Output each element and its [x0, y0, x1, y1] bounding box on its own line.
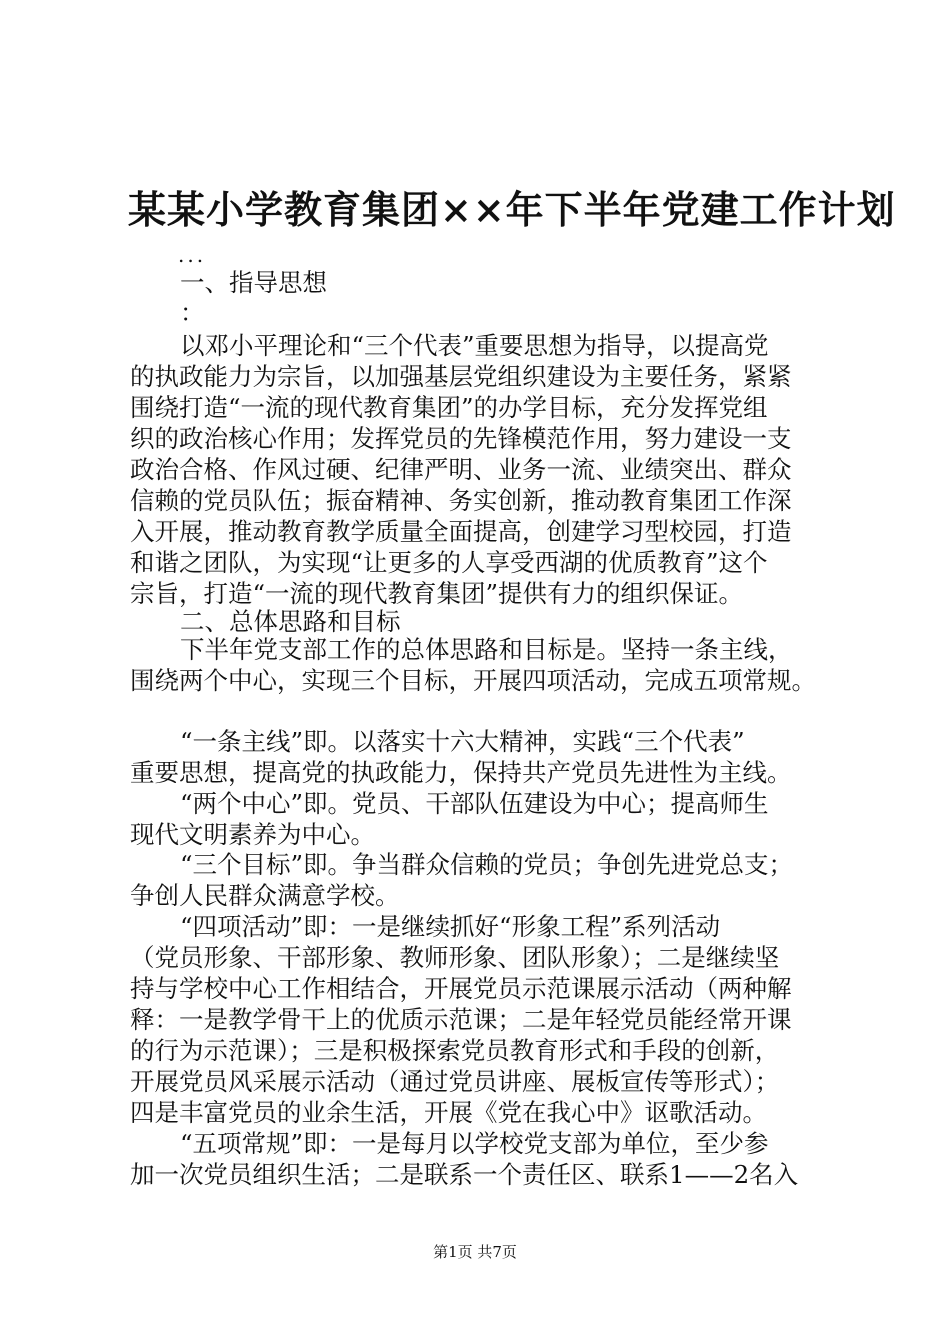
paragraph-line: 加一次党员组织生活；二是联系一个责任区、联系1——2名入 — [130, 1160, 799, 1189]
paragraph-line: 织的政治核心作用；发挥党员的先锋模范作用，努力建设一支 — [130, 424, 792, 453]
page-number-footer: 第1页 共7页 — [433, 1243, 517, 1261]
paragraph-line: 入开展，推动教育教学质量全面提高，创建学习型校园，打造 — [130, 517, 792, 546]
paragraph-line: 政治合格、作风过硬、纪律严明、业务一流、业绩突出、群众 — [130, 455, 792, 484]
paragraph-line: 持与学校中心工作相结合，开展党员示范课展示活动（两种解 — [130, 974, 792, 1003]
paragraph-line: 开展党员风采展示活动（通过党员讲座、展板宣传等形式）； — [130, 1067, 780, 1096]
paragraph-line: “四项活动”即：一是继续抓好“形象工程”系列活动 — [180, 912, 721, 941]
paragraph-line: 宗旨，打造“一流的现代教育集团”提供有力的组织保证。 — [130, 579, 744, 608]
paragraph-line: 下半年党支部工作的总体思路和目标是。坚持一条主线， — [180, 635, 793, 664]
ellipsis-text: ... — [178, 243, 207, 267]
paragraph-line: “三个目标”即。争当群众信赖的党员；争创先进党总支； — [180, 850, 794, 879]
section-heading-guiding-ideology: 一、指导思想 — [180, 268, 327, 297]
paragraph-line: 的执政能力为宗旨，以加强基层党组织建设为主要任务，紧紧 — [130, 362, 792, 391]
paragraph-line: 和谐之团队，为实现“让更多的人享受西湖的优质教育”这个 — [130, 548, 768, 577]
paragraph-line: 信赖的党员队伍；振奋精神、务实创新，推动教育集团工作深 — [130, 486, 792, 515]
paragraph-line: （党员形象、干部形象、教师形象、团队形象）；二是继续坚 — [130, 943, 780, 972]
paragraph-line: 的行为示范课）；三是积极探索党员教育形式和手段的创新， — [130, 1036, 780, 1065]
paragraph-line: “两个中心”即。党员、干部队伍建设为中心；提高师生 — [180, 789, 769, 818]
paragraph-line: “一条主线”即。以落实十六大精神，实践“三个代表” — [180, 727, 745, 756]
paragraph-line: 重要思想，提高党的执政能力，保持共产党员先进性为主线。 — [130, 758, 792, 787]
paragraph-line: 现代文明素养为中心。 — [130, 820, 375, 849]
paragraph-line: 以邓小平理论和“三个代表”重要思想为指导，以提高党 — [180, 331, 769, 360]
section-heading-overall-goals: 二、总体思路和目标 — [180, 607, 401, 636]
paragraph-line: 争创人民群众满意学校。 — [130, 881, 400, 910]
paragraph-line: 释：一是教学骨干上的优质示范课；二是年轻党员能经常开课 — [130, 1005, 792, 1034]
paragraph-line: 围绕两个中心，实现三个目标，开展四项活动，完成五项常规。 — [130, 666, 816, 695]
document-title: 某某小学教育集团××年下半年党建工作计划 — [128, 187, 896, 232]
paragraph-line: 围绕打造“一流的现代教育集团”的办学目标，充分发挥党组 — [130, 393, 768, 422]
paragraph-line: 四是丰富党员的业余生活，开展《党在我心中》讴歌活动。 — [130, 1098, 767, 1127]
colon-mark: ： — [180, 298, 205, 327]
paragraph-line: “五项常规”即：一是每月以学校党支部为单位，至少参 — [180, 1129, 769, 1158]
